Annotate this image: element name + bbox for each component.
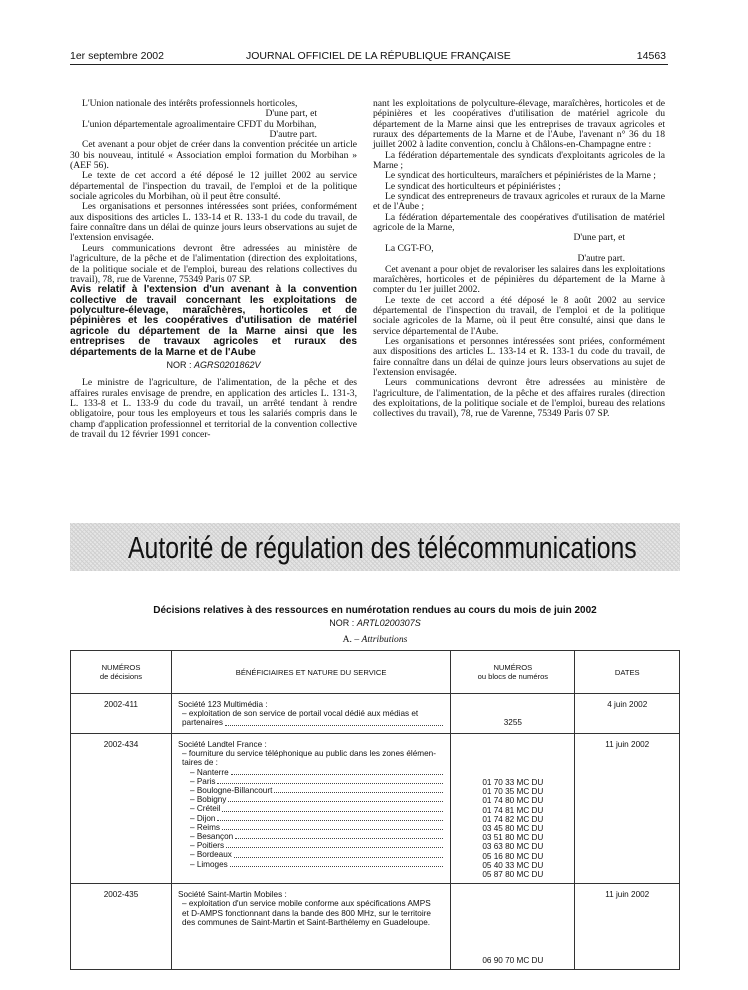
- left-column: [70, 99, 357, 440]
- paragraph: D'autre part.: [577, 253, 625, 265]
- paragraph: Leurs communications devront être adressées au ministère de l'agriculture, de l'alimentation, de la pêche et des affaires rurales (direction des exploitations, de la politique sociale et de l'emploi, bureau des relations collectives du travail), 78, rue de Varenne, 75349 Paris 07 SP.: [373, 377, 665, 420]
- decisions-nor: [70, 618, 680, 628]
- beneficiary-entry: [172, 884, 450, 949]
- col-header-beneficiaires: BÉNÉFICIAIRES ET NATURE DU SERVICE: [171, 651, 450, 694]
- zone-item: [178, 786, 444, 795]
- dot-leader: [274, 791, 443, 793]
- header-rule: [70, 64, 668, 65]
- numbers-spacer: [457, 700, 568, 718]
- avis-nor-label: NOR :: [166, 360, 194, 371]
- right-column: [373, 99, 665, 420]
- decision-date: 11 juin 2002: [605, 740, 650, 749]
- date-cell: [575, 694, 680, 734]
- table-row: [71, 884, 680, 970]
- company-name: Société Landtel France :: [177, 740, 267, 749]
- col-header-dates: DATES: [575, 651, 680, 694]
- number-block: 03 45 80 MC DU: [482, 824, 544, 834]
- decisions-nor-label: NOR :: [329, 618, 357, 628]
- col-header-numeros: [451, 651, 575, 694]
- dot-leader: [235, 837, 443, 839]
- col-header-numeros-line1: NUMÉROS: [493, 663, 533, 672]
- zone-item: [178, 795, 444, 804]
- number-block: 01 74 80 MC DU: [482, 796, 544, 806]
- paragraph: Le syndicat des entrepreneurs de travaux agricoles et ruraux de la Marne et de l'Aube ;: [373, 191, 665, 213]
- header-date: 1er septembre 2002: [70, 50, 164, 62]
- service-description-end: [178, 718, 444, 727]
- zone-item: [178, 850, 444, 859]
- beneficiary-entry: [172, 734, 450, 875]
- zone-item-label: – Boulogne-Billancourt: [189, 786, 273, 796]
- dot-leader: [222, 828, 443, 830]
- paragraph: nant les exploitations de polyculture-élevage, maraîchères, horticoles et de pépinières et les coopératives d'utilisation de matériel agricole du département de la Marne ainsi que les entreprises de travaux agricoles et ruraux des départements de la Marne et de l'Aube, l'avenant n° 36 du 18 juillet 2002 à ladite convention, conclu à Châlons-en-Champagne entre :: [373, 98, 665, 151]
- numbers-spacer: [457, 890, 568, 956]
- zone-item-label: – Reims: [189, 822, 221, 832]
- table-row: [71, 734, 680, 884]
- banner-title: Autorité de régulation des télécommunications: [128, 530, 637, 565]
- decision-number: 2002-411: [103, 700, 138, 709]
- paragraph: D'une part, et: [573, 232, 625, 244]
- dot-leader: [230, 865, 443, 867]
- paragraph: Les organisations et personnes intéressées sont priées, conformément aux dispositions des articles L. 133-14 et R. 133-1 du code du travail, de faire connaître dans un délai de quinze jours leurs observations au sujet de l'extension envisagée.: [373, 335, 665, 378]
- dot-leader: [225, 724, 443, 726]
- decision-date: 11 juin 2002: [605, 890, 650, 900]
- paragraph: Le ministre de l'agriculture, de l'alimentation, de la pêche et des affaires rurales envisage de prendre, en application des articles L. 131-3, L. 133-8 et L. 133-9 du code du travail, un arrêté tendant à rendre obligatoire, pour tous les employeurs et tous les salariés compris dans le champ d'application professionnel et territorial de la convention collective de travail du 12 février 1991 concer-: [70, 377, 357, 441]
- dot-leader: [228, 800, 443, 802]
- avis-title: Avis relatif à l'extension d'un avenant à la convention collective de travail concernant les exploitations de polyculture-élevage, maraîchères, horticoles et de pépinières et les coopératives d'utilisation de matériel agricole du département de la Marne ainsi que les entreprises de travaux agricoles et ruraux des départements de la Marne et de l'Aube: [70, 284, 357, 358]
- col-header-decisions: [71, 651, 172, 694]
- numbers-cell: [451, 884, 575, 970]
- zone-item-label: – Dijon: [189, 813, 216, 823]
- paragraph: La fédération départementale des syndicats d'exploitants agricoles de la Marne ;: [373, 149, 665, 172]
- zone-item-label: – Bordeaux: [189, 850, 232, 860]
- numbers-entry: [451, 884, 574, 969]
- subtitle-attributions: Attributions: [361, 634, 408, 645]
- zone-item-label: – Nanterre: [189, 767, 229, 777]
- col-header-decisions-line1: NUMÉROS: [101, 663, 141, 672]
- number-block: 05 87 80 MC DU: [482, 870, 544, 880]
- paragraph: D'autre part.: [269, 129, 317, 141]
- zone-item: [178, 860, 444, 869]
- company-name: Société 123 Multimédia :: [177, 700, 268, 709]
- numbers-cell: [451, 694, 575, 734]
- table-header-row: [71, 651, 680, 694]
- decision-cell: [71, 734, 172, 884]
- beneficiary-cell: [171, 884, 450, 970]
- dot-leader: [222, 810, 443, 812]
- paragraph: L'union départementale agroalimentaire CFDT du Morbihan,: [82, 118, 317, 130]
- numbers-spacer: [457, 740, 568, 778]
- numbers-entry: [451, 734, 574, 883]
- dot-leader: [226, 846, 443, 848]
- paragraph: D'une part, et: [265, 108, 317, 120]
- paragraph: Leurs communications devront être adressées au ministère de l'agriculture, de la pêche et de l'alimentation (direction des exploitations, de la politique sociale et de l'emploi, bureau des relations collectives du travail), 78, rue de Varenne, 75349 Paris 07 SP.: [70, 242, 357, 285]
- number-block: 01 74 81 MC DU: [482, 805, 544, 815]
- zone-item: [178, 814, 444, 823]
- dot-leader: [217, 819, 443, 821]
- decisions-nor-code: ARTL0200307S: [356, 618, 421, 628]
- service-description: des communes de Saint-Martin et Saint-Barthélemy en Guadeloupe.: [181, 917, 431, 927]
- numbers-entry: [451, 694, 574, 731]
- service-description: et D-AMPS fonctionnant dans la bande des 800 MHz, sur le territoire: [181, 908, 431, 918]
- subtitle-prefix: A. –: [342, 634, 362, 645]
- decisions-subtitle: [70, 634, 680, 645]
- paragraph: La fédération départementale des coopératives d'utilisation de matériel agricole de la Marne,: [373, 211, 665, 234]
- paragraph: Le texte de cet accord a été déposé le 12 juillet 2002 au service départemental de l'inspection du travail, de l'emploi et de la politique sociale agricoles du Morbihan, où il peut être consulté.: [70, 170, 357, 203]
- avis-nor: [70, 360, 357, 370]
- number-block: 06 90 70 MC DU: [482, 956, 544, 966]
- decision-number: 2002-435: [103, 890, 139, 900]
- service-description: taires de :: [181, 758, 218, 768]
- zone-item: [178, 777, 444, 786]
- attributions-table: [70, 650, 680, 970]
- zone-item: [178, 768, 444, 777]
- paragraph: L'Union nationale des intérêts professionnels horticoles,: [82, 98, 298, 109]
- paragraph: Les organisations et personnes intéressées sont priées, conformément aux dispositions des articles L. 133-14 et R. 133-1 du code du travail, de faire connaître dans un délai de quinze jours leurs observations au sujet de l'extension envisagée.: [70, 201, 357, 244]
- zone-item-label: – Paris: [189, 776, 216, 786]
- zone-item-label: – Créteil: [189, 804, 221, 814]
- date-cell: [575, 884, 680, 970]
- paragraph: Cet avenant a pour objet de créer dans la convention précitée un article 30 bis nouveau, intitulé « Association emploi formation du Morbihan » (AEF 56).: [70, 139, 357, 172]
- paragraph: Le texte de cet accord a été déposé le 8 août 2002 au service départemental de l'inspection du travail, de l'emploi et de la politique sociale agricoles de la Marne, où il peut être consulté, ainsi que dans le service départemental de l'Aube.: [373, 294, 665, 337]
- header-page-number: 14563: [636, 50, 666, 62]
- zone-item: [178, 804, 444, 813]
- paragraph: Le syndicat des horticulteurs, maraîchers et pépiniéristes de la Marne ;: [385, 170, 656, 182]
- right-column-paragraphs: [373, 99, 665, 420]
- paragraph: Le syndicat des horticulteurs et pépiniéristes ;: [385, 180, 561, 192]
- zone-item-label: – Besançon: [189, 832, 234, 842]
- zone-item: [178, 841, 444, 850]
- company-name: Société Saint-Martin Mobiles :: [177, 890, 287, 900]
- decision-cell: [71, 694, 172, 734]
- table-row: [71, 694, 680, 734]
- service-description: – exploitation d'un service mobile conforme aux spécifications AMPS: [181, 899, 431, 909]
- zone-item: [178, 823, 444, 832]
- number-block: 01 70 35 MC DU: [482, 787, 544, 797]
- left-column-paragraphs-bottom: [70, 378, 357, 440]
- col-header-decisions-line2: de décisions: [99, 672, 143, 681]
- date-cell: [575, 734, 680, 884]
- number-block: 01 70 33 MC DU: [482, 778, 544, 787]
- paragraph: La CGT-FO,: [385, 242, 434, 254]
- numbers-cell: [451, 734, 575, 884]
- avis-nor-code: AGRS0201862V: [193, 360, 261, 371]
- table-body: [71, 694, 680, 970]
- decision-date: 4 juin 2002: [607, 700, 648, 709]
- paragraph: Cet avenant a pour objet de revaloriser les salaires dans les exploitations maraîchères, horticoles et de pépinières du département de la Marne à compter du 1er juillet 2002.: [373, 263, 665, 296]
- number-block: 01 74 82 MC DU: [482, 814, 544, 824]
- decision-cell: [71, 884, 172, 970]
- col-header-numeros-line2: ou blocs de numéros: [477, 672, 549, 681]
- dot-leader: [234, 856, 443, 858]
- number-block: 3255: [503, 718, 522, 727]
- number-block: 05 40 33 MC DU: [482, 860, 544, 870]
- service-description-end-label: partenaires: [181, 718, 223, 728]
- number-block: 03 51 80 MC DU: [482, 833, 544, 843]
- number-block: 05 16 80 MC DU: [482, 851, 544, 861]
- zone-item-label: – Bobigny: [189, 795, 227, 805]
- beneficiary-cell: [171, 734, 450, 884]
- beneficiary-entry: [172, 694, 450, 732]
- zone-item-label: – Limoges: [189, 859, 228, 869]
- header-journal-title: JOURNAL OFFICIEL DE LA RÉPUBLIQUE FRANÇAISE: [246, 50, 511, 62]
- left-column-paragraphs: [70, 99, 357, 285]
- decision-number: 2002-434: [103, 740, 139, 749]
- zone-item: [178, 832, 444, 841]
- dot-leader: [217, 782, 443, 784]
- beneficiary-cell: [171, 694, 450, 734]
- decisions-title: Décisions relatives à des ressources en numérotation rendues au cours du mois de juin 2002: [153, 605, 597, 616]
- service-description: – exploitation de son service de portail vocal dédié aux médias et: [181, 709, 419, 719]
- number-block: 03 63 80 MC DU: [482, 842, 544, 852]
- zone-item-label: – Poitiers: [189, 841, 225, 851]
- service-description: – fourniture du service téléphonique au public dans les zones élémen-: [181, 749, 436, 759]
- dot-leader: [231, 773, 444, 775]
